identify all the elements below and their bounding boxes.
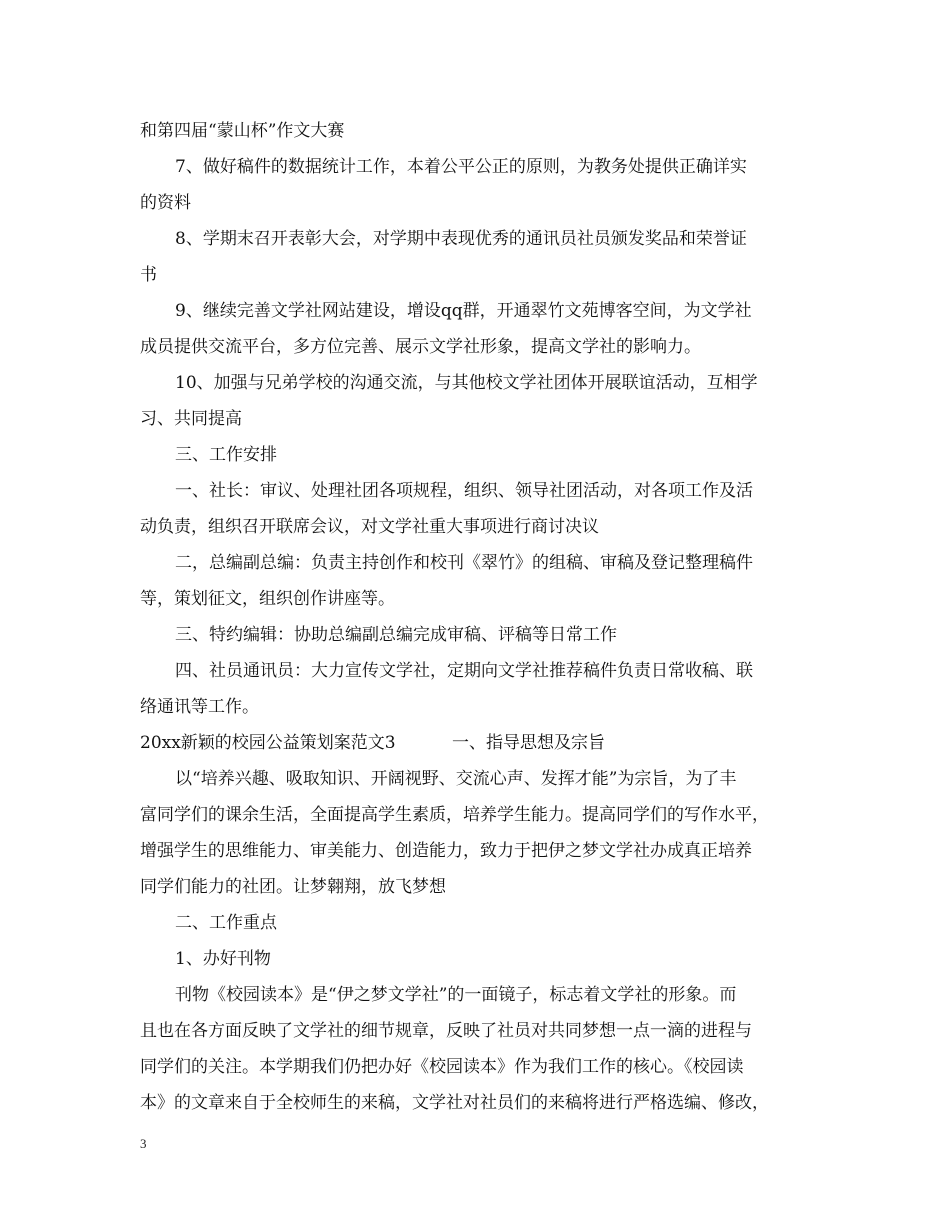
- text-line: 8、学期末召开表彰大会，对学期中表现优秀的通讯员社员颁发奖品和荣誉证: [175, 229, 747, 249]
- text-line: 书: [140, 265, 157, 285]
- text-line: 7、做好稿件的数据统计工作，本着公平公正的原则，为教务处提供正确详实: [175, 157, 747, 177]
- text-line: 等，策划征文，组织创作讲座等。: [140, 589, 395, 609]
- text-line: 富同学们的课余生活，全面提高学生素质，培养学生能力。提高同学们的写作水平，: [140, 805, 769, 825]
- text-line: 10、加强与兄弟学校的沟通交流，与其他校文学社团体开展联谊活动，互相学: [175, 373, 758, 393]
- text-line: 9、继续完善文学社网站建设，增设qq群，开通翠竹文苑博客空间，为文学社: [175, 301, 752, 321]
- text-line: 以“培养兴趣、吸取知识、开阔视野、交流心声、发挥才能”为宗旨，为了丰: [175, 769, 737, 789]
- document-body: [140, 113, 840, 1121]
- text-line: 且也在各方面反映了文学社的细节规章，反映了社员对共同梦想一点一滴的进程与: [140, 1021, 752, 1041]
- text-line: 刊物《校园读本》是“伊之梦文学社”的一面镜子，标志着文学社的形象。而: [175, 985, 737, 1005]
- text-line: 习、共同提高: [140, 409, 242, 429]
- section-heading: 三、工作安排: [175, 445, 277, 465]
- subsection-heading: 1、办好刊物: [175, 949, 271, 969]
- article-heading-row: [140, 725, 840, 761]
- text-line: 一、社长：审议、处理社团各项规程，组织、领导社团活动，对各项工作及活: [175, 481, 753, 501]
- section-heading: 二、工作重点: [175, 913, 277, 933]
- text-line: 动负责，组织召开联席会议，对文学社重大事项进行商讨决议: [140, 517, 599, 537]
- text-line: 络通讯等工作。: [140, 697, 259, 717]
- text-line: 成员提供交流平台，多方位完善、展示文学社形象，提高文学社的影响力。: [140, 337, 701, 357]
- text-line: 同学们的关注。本学期我们仍把办好《校园读本》作为我们工作的核心。《校园读: [140, 1057, 744, 1077]
- text-line: 同学们能力的社团。让梦翱翔，放飞梦想: [140, 877, 446, 897]
- text-line: 和第四届“蒙山杯”作文大赛: [140, 121, 345, 141]
- text-line: 二，总编副总编：负责主持创作和校刊《翠竹》的组稿、审稿及登记整理稿件: [175, 553, 753, 573]
- text-line: 三、特约编辑：协助总编副总编完成审稿、评稿等日常工作: [175, 625, 617, 645]
- text-line: 四、社员通讯员：大力宣传文学社，定期向文学社推荐稿件负责日常收稿、联: [175, 661, 753, 681]
- article-title: 20xx新颖的校园公益策划案范文3: [140, 733, 396, 753]
- text-line: 的资料: [140, 193, 191, 213]
- text-line: 增强学生的思维能力、审美能力、创造能力，致力于把伊之梦文学社办成真正培养: [140, 841, 752, 861]
- text-line: 本》的文章来自于全校师生的来稿，文学社对社员们的来稿将进行严格选编、修改，: [140, 1093, 769, 1113]
- page-number: 3: [140, 1136, 147, 1151]
- article-subtitle: 一、指导思想及宗旨: [452, 733, 605, 753]
